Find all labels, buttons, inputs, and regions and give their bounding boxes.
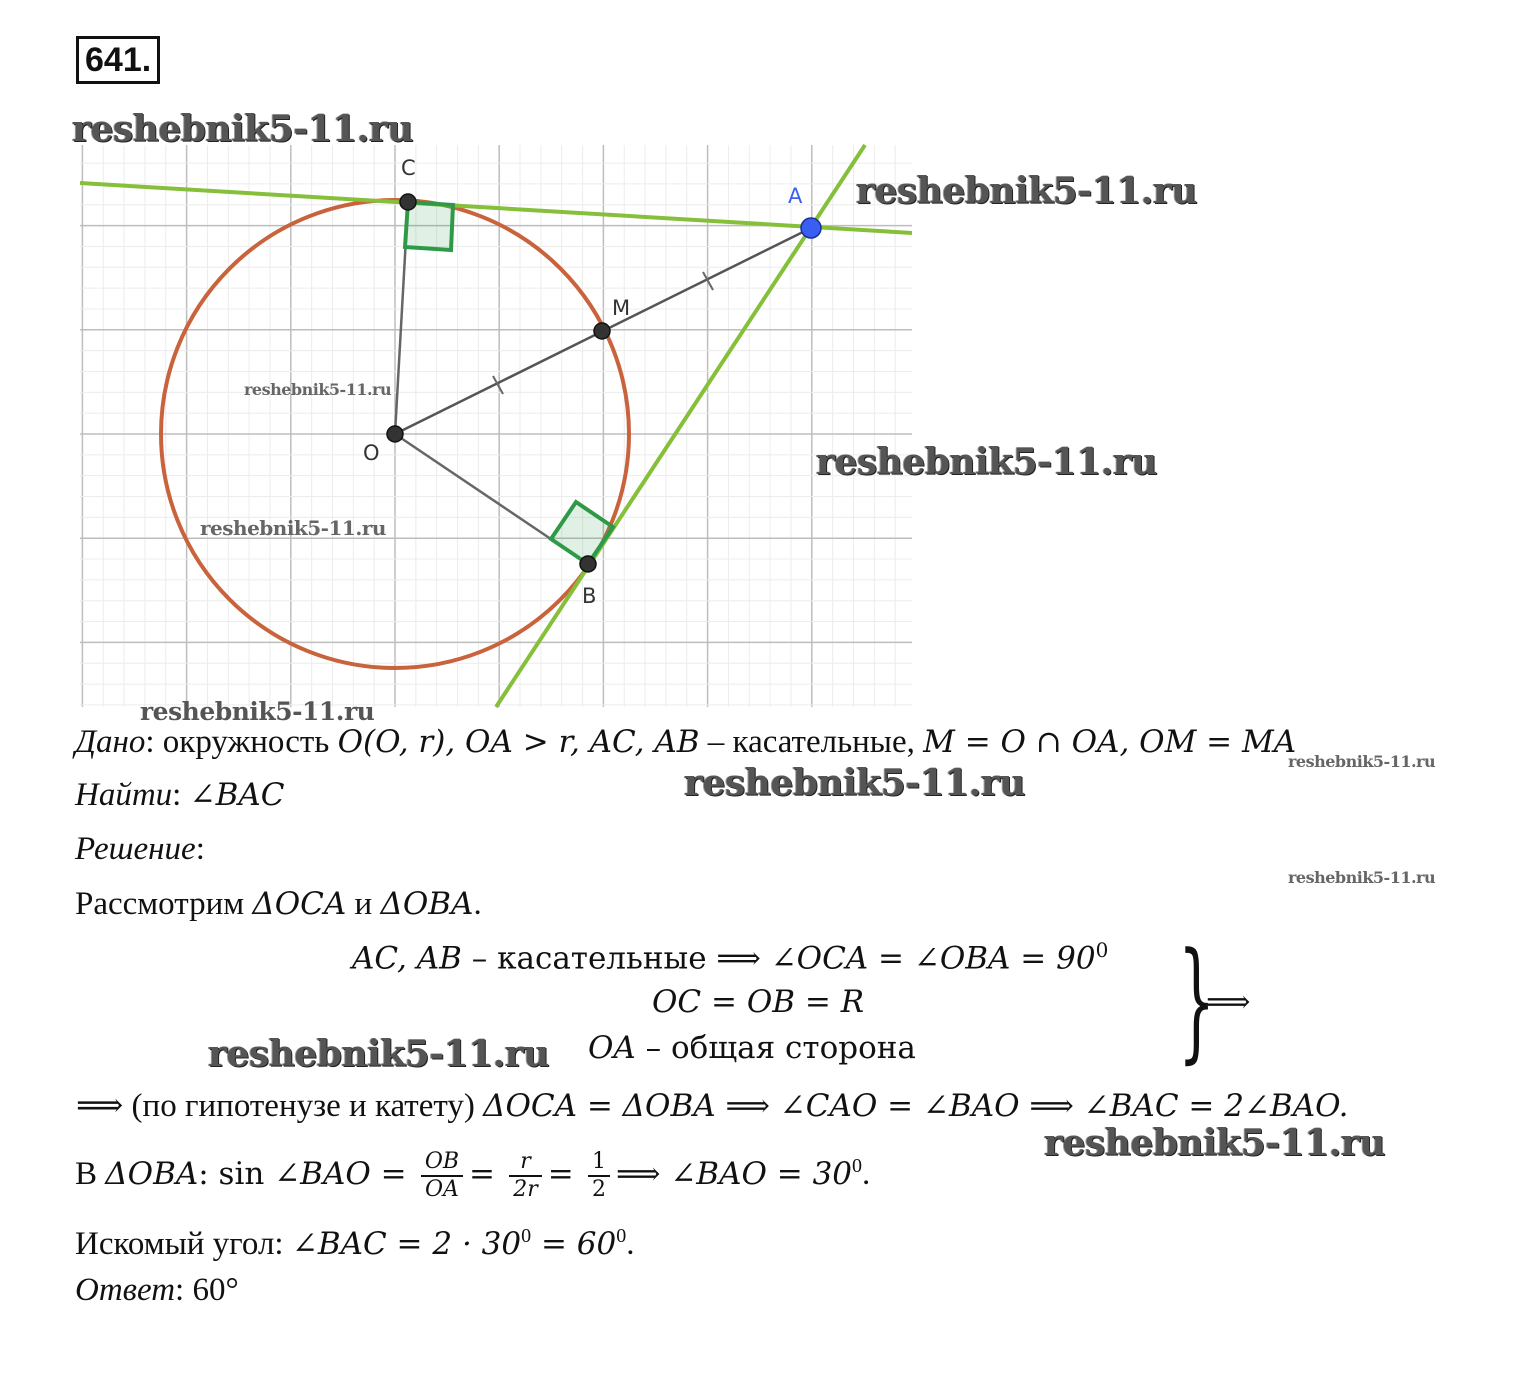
conclusion-text: ⟹ (по гипотенузе и катету): [76, 1088, 484, 1124]
consider-text: Рассмотрим: [75, 886, 253, 922]
watermark: reshebnik5-11.ru: [1288, 868, 1436, 887]
solution-label: Решение: [75, 831, 196, 867]
given-line: [75, 722, 1296, 762]
result-math: ∠BAC = 2 · 30: [291, 1226, 522, 1262]
system-text: – общая сторона: [635, 1030, 916, 1066]
grid: [80, 145, 912, 707]
watermark: reshebnik5-11.ru: [1044, 1122, 1385, 1164]
find-line: Найти: ∠BAC: [75, 777, 285, 813]
system-row-1: [352, 938, 1108, 976]
answer-label: Ответ: [75, 1272, 176, 1308]
given-label: Дано: [75, 724, 146, 760]
result-text: .: [626, 1226, 635, 1262]
system-math: ⟹ ∠OCA = ∠OBA = 90: [716, 940, 1096, 977]
consider-line: [75, 884, 482, 924]
result-sup: 0: [616, 1225, 627, 1247]
fraction-r-2r: $\frac{r}{2r}$: [509, 1149, 542, 1203]
point-b: [580, 556, 596, 572]
consider-text: .: [473, 886, 482, 922]
answer-value: : 60°: [175, 1272, 239, 1308]
sine-text: .: [862, 1156, 871, 1192]
system-math: AC, AB: [352, 940, 462, 977]
result-sup: 0: [521, 1225, 532, 1247]
watermark: reshebnik5-11.ru: [816, 441, 1157, 483]
point-o: [387, 426, 403, 442]
given-text: : окружность: [145, 724, 338, 760]
conclusion-math: ΔOCA = ΔOBA ⟹ ∠CAO = ∠BAO ⟹ ∠BAC = 2∠BAO.: [483, 1088, 1349, 1124]
conclusion-line: [76, 1086, 1349, 1126]
consider-math: ΔOCA: [252, 886, 347, 922]
point-m: [594, 323, 610, 339]
label-a: A: [788, 184, 803, 208]
watermark: reshebnik5-11.ru: [684, 762, 1025, 804]
system-implies: ⟹: [1206, 984, 1251, 1020]
watermark: reshebnik5-11.ru: [208, 1033, 549, 1075]
watermark: reshebnik5-11.ru: [140, 697, 375, 726]
given-math: M = O ∩ OA, OM = MA: [923, 724, 1297, 760]
system-text: – касательные: [461, 940, 717, 977]
problem-number: 641.: [76, 36, 160, 84]
point-a: [801, 218, 821, 238]
answer-line: [75, 1270, 239, 1310]
watermark: reshebnik5-11.ru: [200, 516, 386, 540]
system-brace: }: [1178, 924, 1216, 1076]
watermark: reshebnik5-11.ru: [244, 380, 392, 399]
sine-math: ΔOBA: [105, 1156, 199, 1192]
fraction-1-2: $\frac{1}{2}$: [588, 1149, 610, 1203]
sine-math: ∠BAO =: [274, 1156, 407, 1192]
sine-text: : sin: [198, 1156, 275, 1192]
label-o: O: [363, 441, 380, 465]
find-math: ∠BAC: [189, 777, 285, 813]
sine-text: В: [75, 1156, 106, 1192]
consider-text: и: [346, 886, 381, 922]
solution-label-line: Решение:: [75, 831, 205, 867]
consider-math: ΔOBA: [380, 886, 474, 922]
system-row-3: [588, 1030, 916, 1066]
result-text: Искомый угол:: [75, 1226, 292, 1262]
given-math: O(O, r), OA > r, AC, AB: [337, 724, 700, 760]
sine-math: ⟹ ∠BAO = 30: [616, 1156, 853, 1192]
fraction-ob-oa: $\frac{OB}{OA}$: [421, 1149, 463, 1203]
point-c: [400, 194, 416, 210]
system-sup: 0: [1095, 938, 1109, 962]
watermark: reshebnik5-11.ru: [72, 108, 413, 150]
label-c: C: [401, 156, 416, 180]
label-b: B: [582, 584, 597, 608]
result-line: [75, 1216, 635, 1264]
watermark: reshebnik5-11.ru: [1288, 752, 1436, 771]
label-m: M: [612, 296, 631, 320]
system-math: OA: [588, 1030, 636, 1066]
find-label: Найти: [75, 777, 173, 813]
sine-line: В ΔOBA: sin ∠BAO = $\frac{OB}{OA}$ = $\frac{r}{2r}$ = $\frac{1}{2}$ ⟹ ∠BAO = $30^0$.: [75, 1149, 871, 1203]
sine-sup: 0: [852, 1155, 863, 1177]
system-row-2: OC = OB = R: [652, 984, 865, 1020]
given-text: – касательные,: [699, 724, 924, 760]
result-math: = 60: [531, 1226, 617, 1262]
watermark: reshebnik5-11.ru: [856, 170, 1197, 212]
